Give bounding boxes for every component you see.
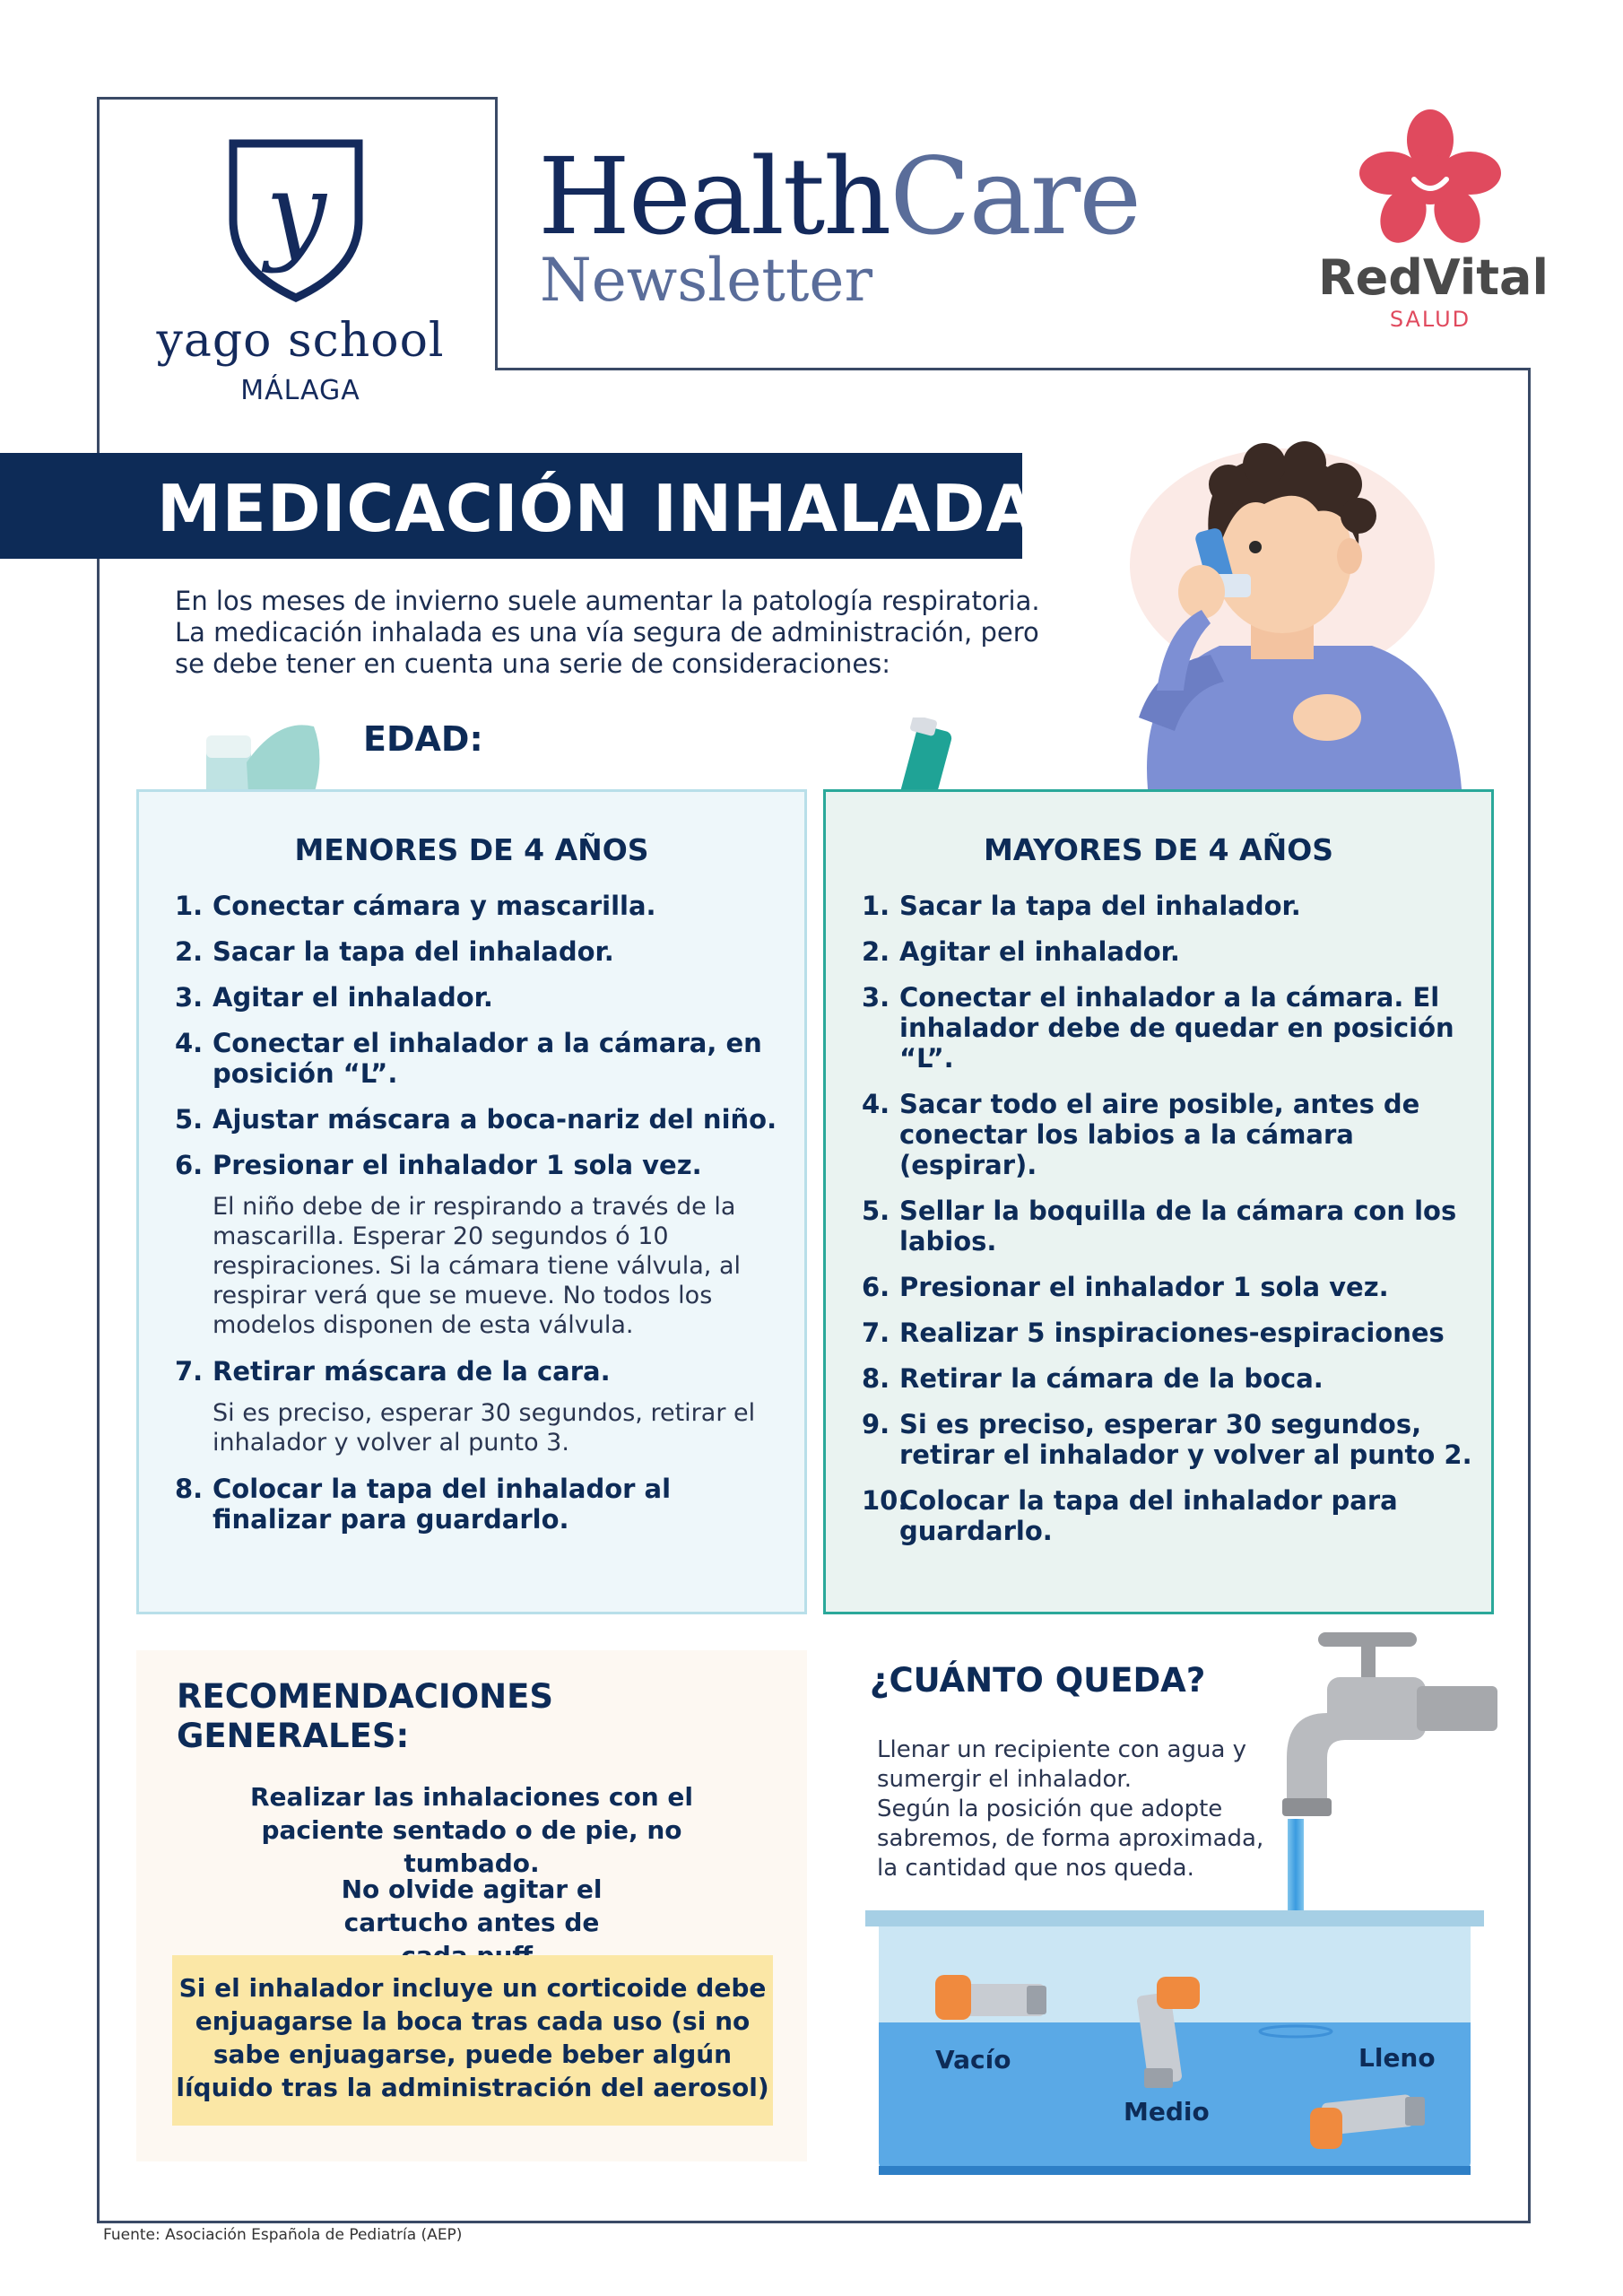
inhaler-empty-icon bbox=[928, 1964, 1054, 2036]
frame-top-left bbox=[97, 97, 497, 100]
step-text: Retirar máscara de la cara. bbox=[213, 1356, 611, 1387]
step-text: Si es preciso, esperar 30 segundos, retirar el inhalador y volver al punto 2. bbox=[899, 1409, 1472, 1470]
step-number: 2. bbox=[175, 936, 204, 967]
list-item bbox=[862, 936, 1473, 967]
step-number: 5. bbox=[862, 1196, 890, 1226]
list-item bbox=[862, 1089, 1473, 1180]
newsletter-subtitle: Newsletter bbox=[540, 246, 872, 315]
school-city: MÁLAGA bbox=[240, 375, 360, 406]
redvital-name: RedVital bbox=[1318, 249, 1549, 306]
how-much-line: sabremos, de forma aproximada, bbox=[877, 1825, 1264, 1852]
step-note: Si es preciso, esperar 30 segundos, retirar el inhalador y volver al punto 3. bbox=[213, 1399, 756, 1457]
over-4-panel bbox=[823, 789, 1494, 1614]
over-4-heading: MAYORES DE 4 AÑOS bbox=[983, 832, 1334, 867]
step-text: Sacar todo el aire posible, antes de conectar los labios a la cámara (espirar). bbox=[899, 1089, 1420, 1180]
list-item bbox=[862, 891, 1473, 921]
list-item bbox=[862, 1196, 1473, 1257]
recommendation-text: No olvide agitar el cartucho antes de bbox=[341, 1874, 603, 1937]
under-4-panel bbox=[136, 789, 807, 1614]
page-title: MEDICACIÓN INHALADA bbox=[157, 471, 1037, 546]
step-text: Sellar la boquilla de la cámara con los labios. bbox=[899, 1196, 1457, 1257]
step-text: Presionar el inhalador 1 sola vez. bbox=[213, 1150, 702, 1180]
recommendations-title bbox=[177, 1677, 553, 1756]
inhaler-medium-icon bbox=[1132, 1971, 1212, 2092]
how-much-text bbox=[877, 1735, 1289, 1883]
how-much-title: ¿CUÁNTO QUEDA? bbox=[870, 1661, 1206, 1700]
frame-top-right bbox=[495, 368, 1530, 370]
corticoid-highlight bbox=[172, 1955, 773, 2126]
recommendations-box bbox=[136, 1650, 807, 2161]
step-number: 4. bbox=[862, 1089, 890, 1119]
intro-line: La medicación inhalada es una vía segura de administración, pero bbox=[175, 617, 1039, 648]
school-crest-logo bbox=[224, 135, 368, 305]
list-item bbox=[862, 1409, 1473, 1470]
title-health: Health bbox=[538, 135, 890, 258]
under-4-steps bbox=[175, 891, 786, 1550]
how-much-line: Llenar un recipiente con agua y bbox=[877, 1736, 1247, 1763]
list-item bbox=[175, 982, 786, 1013]
frame-notch bbox=[495, 97, 498, 370]
step-text: Sacar la tapa del inhalador. bbox=[213, 936, 614, 967]
step-number: 3. bbox=[862, 982, 890, 1013]
list-item bbox=[175, 1150, 786, 1180]
faucet-icon bbox=[1273, 1623, 1506, 1830]
step-text: Retirar la cámara de la boca. bbox=[899, 1363, 1324, 1394]
step-number: 8. bbox=[175, 1474, 204, 1504]
step-text: Conectar el inhalador a la cámara. El inhalador debe de quedar en posición “L”. bbox=[899, 982, 1454, 1074]
title-care: Care bbox=[890, 135, 1141, 258]
recommendations-title-line: GENERALES: bbox=[177, 1717, 410, 1755]
list-item bbox=[862, 1272, 1473, 1302]
step-text: Conectar cámara y mascarilla. bbox=[213, 891, 656, 921]
step-text: Conectar el inhalador a la cámara, en posición “L”. bbox=[213, 1028, 762, 1089]
step-number: 8. bbox=[862, 1363, 890, 1394]
step-text: Presionar el inhalador 1 sola vez. bbox=[899, 1272, 1389, 1302]
label-empty: Vacío bbox=[935, 2045, 1011, 2074]
recommendations-title-line: RECOMENDACIONES bbox=[177, 1677, 554, 1716]
step-number: 5. bbox=[175, 1104, 204, 1135]
list-item bbox=[175, 1104, 786, 1135]
step-number: 2. bbox=[862, 936, 890, 967]
boy-inhaler-illustration bbox=[1103, 422, 1480, 789]
step-number: 10. bbox=[862, 1485, 908, 1516]
step-text: Realizar 5 inspiraciones-espiraciones bbox=[899, 1318, 1445, 1348]
how-much-line: la cantidad que nos queda. bbox=[877, 1855, 1194, 1882]
redvital-sub: SALUD bbox=[1389, 307, 1471, 332]
age-heading: EDAD: bbox=[363, 719, 483, 759]
list-item bbox=[175, 1474, 786, 1535]
step-text: Colocar la tapa del inhalador al finalizar para guardarlo. bbox=[213, 1474, 672, 1535]
list-item bbox=[862, 1485, 1473, 1546]
list-item bbox=[175, 891, 786, 921]
step-text: Agitar el inhalador. bbox=[899, 936, 1180, 967]
step-number: 6. bbox=[175, 1150, 204, 1180]
list-item bbox=[862, 1363, 1473, 1394]
list-item bbox=[175, 1356, 786, 1387]
list-item bbox=[862, 982, 1473, 1074]
step-number: 7. bbox=[862, 1318, 890, 1348]
how-much-line: Según la posición que adopte bbox=[877, 1796, 1223, 1822]
crest-letter: y bbox=[265, 151, 326, 275]
step-text: Agitar el inhalador. bbox=[213, 982, 493, 1013]
corticoid-text: Si el inhalador incluye un corticoide debe enjuagarse la boca tras cada uso (si no sabe enjuagarse, puede beber algún líquido tras la administración del aerosol) bbox=[176, 1973, 769, 2102]
over-4-steps bbox=[862, 891, 1473, 1561]
step-number: 9. bbox=[862, 1409, 890, 1439]
step-number: 3. bbox=[175, 982, 204, 1013]
step-text: Colocar la tapa del inhalador para guardarlo. bbox=[899, 1485, 1398, 1546]
school-name: yago school bbox=[156, 314, 445, 368]
step-number: 1. bbox=[862, 891, 890, 921]
frame-right bbox=[1528, 368, 1531, 2222]
label-medium: Medio bbox=[1124, 2097, 1210, 2126]
intro-paragraph bbox=[175, 586, 1040, 680]
under-4-heading: MENORES DE 4 AÑOS bbox=[294, 832, 649, 867]
how-much-line: sumergir el inhalador. bbox=[877, 1766, 1132, 1793]
frame-left bbox=[97, 97, 100, 2222]
intro-line: En los meses de invierno suele aumentar la patología respiratoria. bbox=[175, 586, 1040, 616]
inhaler-full-icon bbox=[1305, 2081, 1430, 2152]
newsletter-title bbox=[538, 135, 1141, 258]
list-item bbox=[862, 1318, 1473, 1348]
step-number: 6. bbox=[862, 1272, 890, 1302]
frame-bottom bbox=[97, 2221, 1531, 2223]
list-item bbox=[175, 936, 786, 967]
step-number: 1. bbox=[175, 891, 204, 921]
step-text: Sacar la tapa del inhalador. bbox=[899, 891, 1301, 921]
step-text: Ajustar máscara a boca-nariz del niño. bbox=[213, 1104, 777, 1135]
step-note: El niño debe de ir respirando a través de la mascarilla. Esperar 20 segundos ó 10 respiraciones. Si la cámara tiene válvula, al respirar verá que se mueve. No todos los modelos disponen de esta válvula. bbox=[213, 1193, 741, 1339]
step-number: 4. bbox=[175, 1028, 204, 1058]
intro-line: se debe tener en cuenta una serie de consideraciones: bbox=[175, 648, 891, 679]
list-item bbox=[175, 1028, 786, 1089]
label-full: Lleno bbox=[1358, 2043, 1436, 2073]
recommendation-text: Realizar las inhalaciones con el paciente sentado o de pie, no tumbado. bbox=[249, 1782, 694, 1878]
redvital-flower-logo bbox=[1350, 106, 1511, 249]
step-number: 7. bbox=[175, 1356, 204, 1387]
source-footnote: Fuente: Asociación Española de Pediatría (AEP) bbox=[103, 2226, 463, 2244]
